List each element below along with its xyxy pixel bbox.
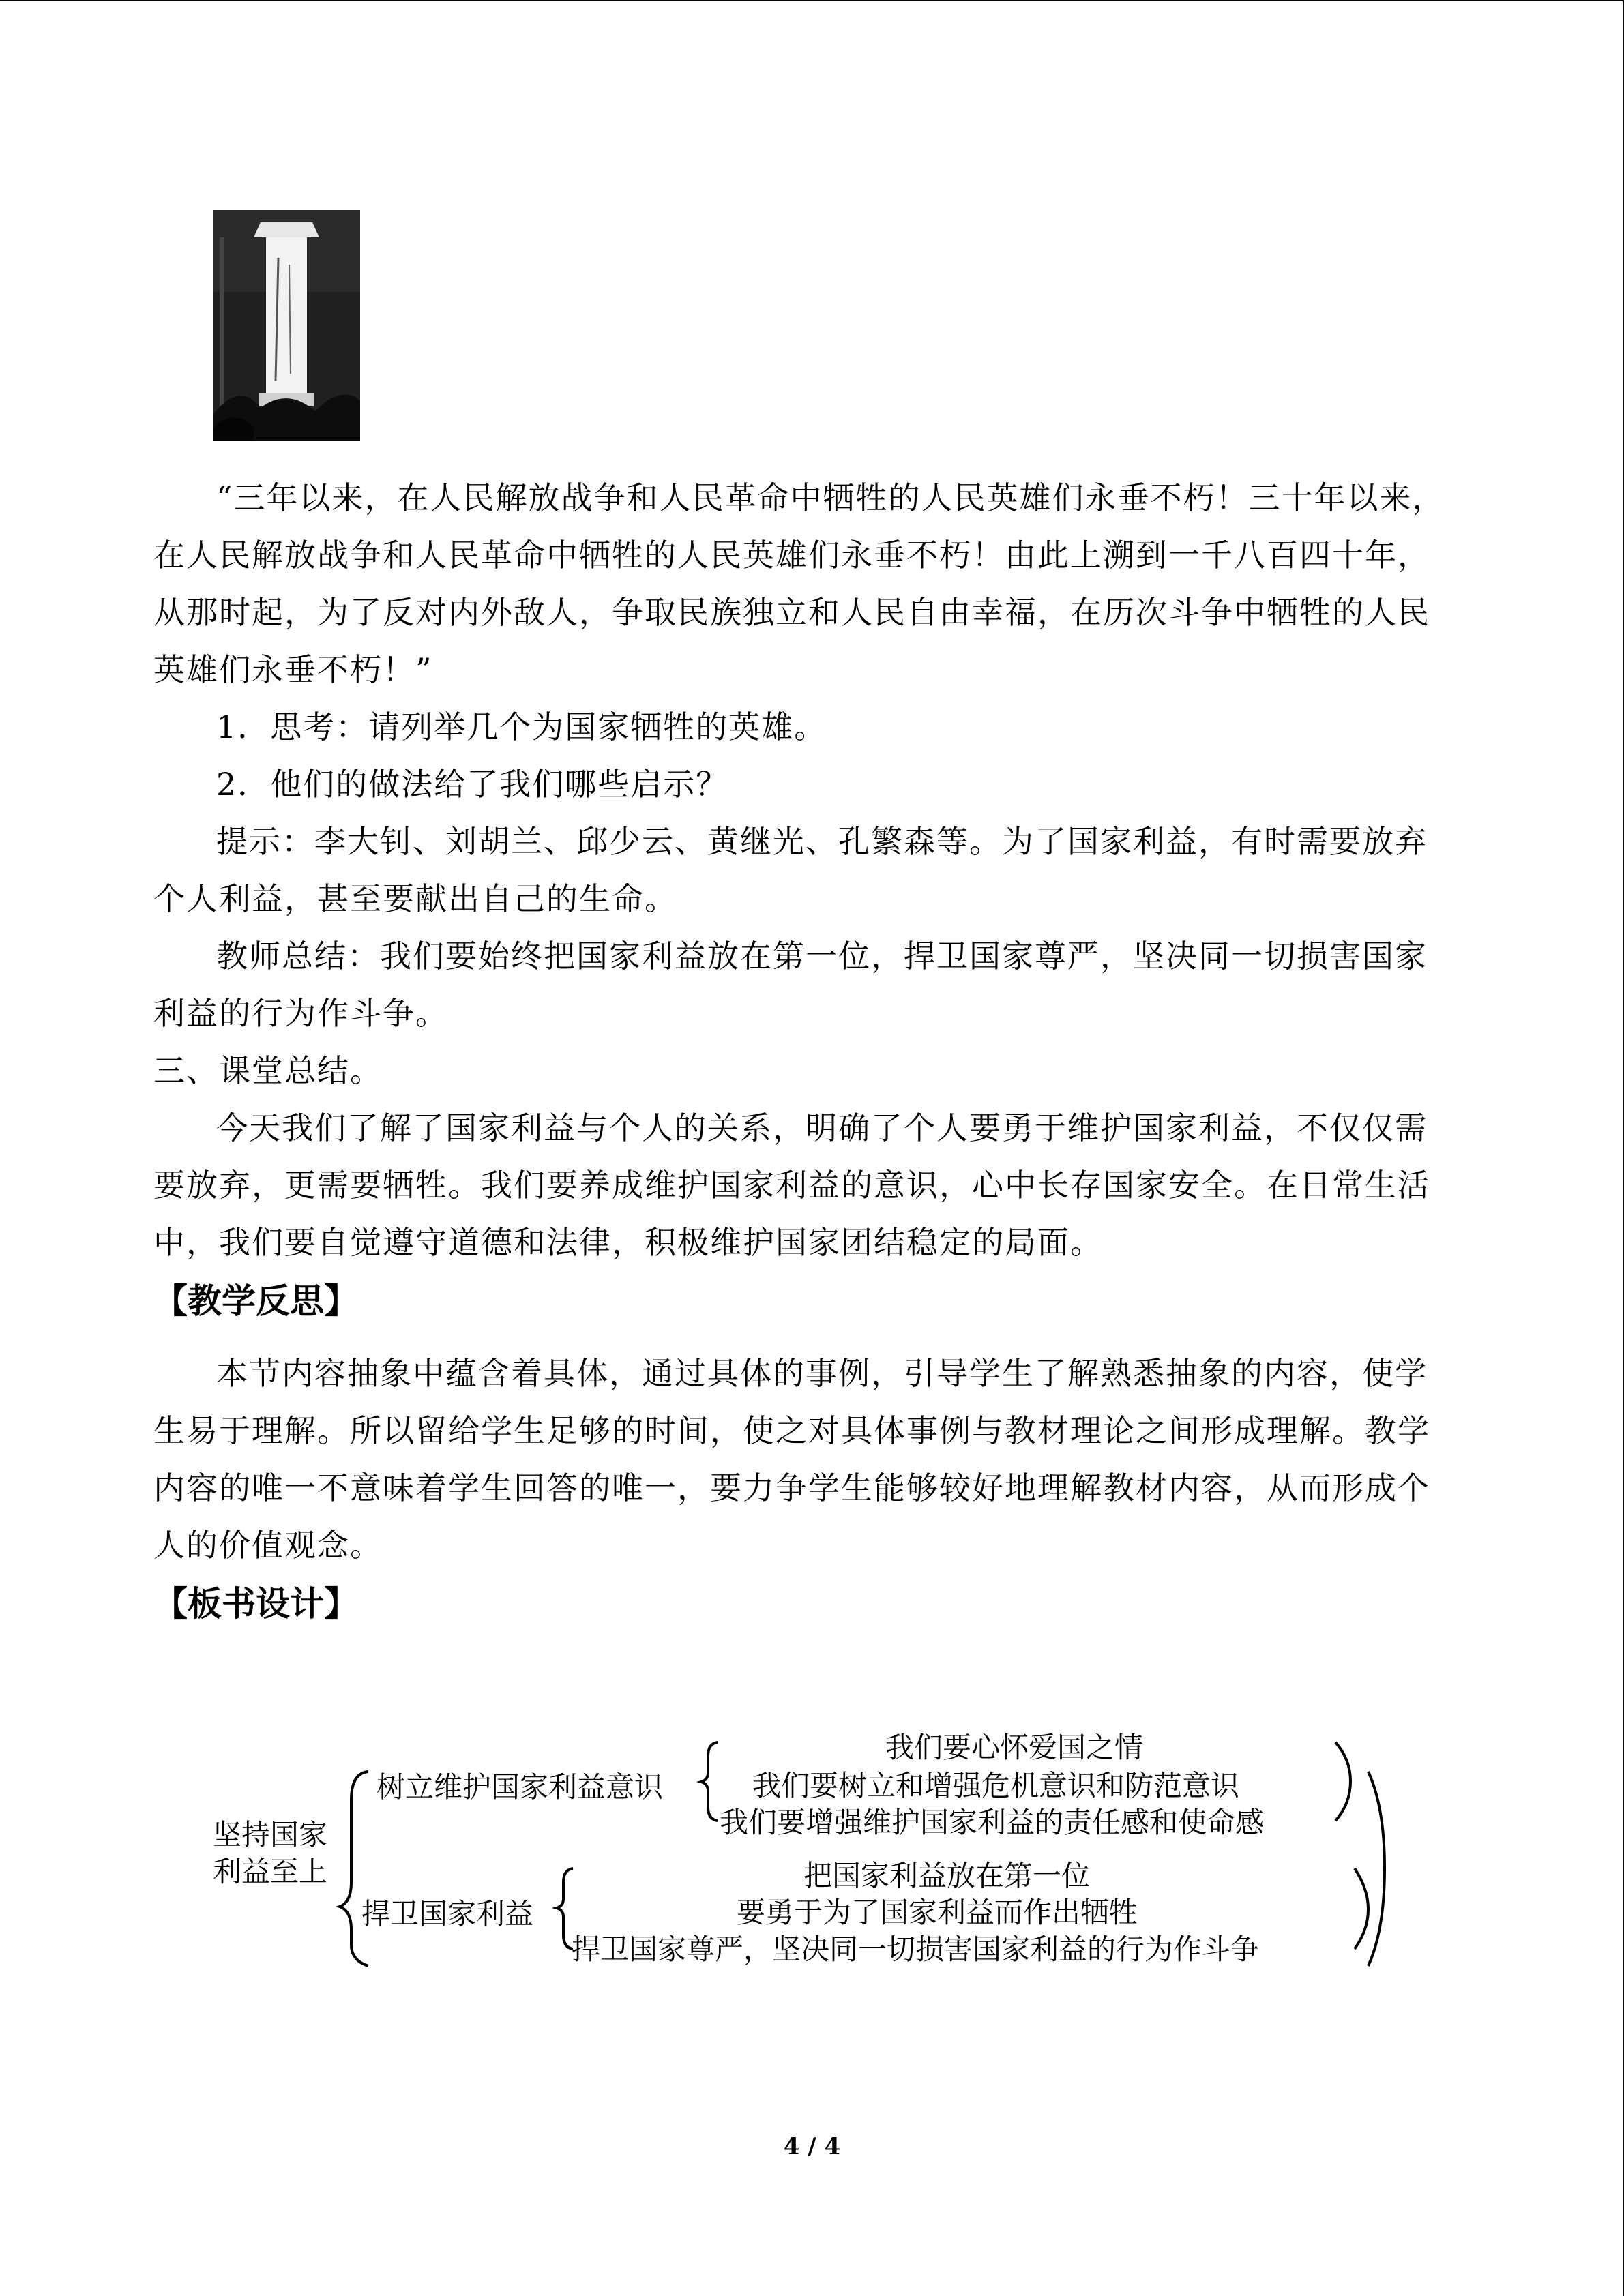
reflection-heading: 【教学反思】 <box>153 1281 358 1321</box>
class-summary: 今天我们了解了国家利益与个人的关系，明确了个人要勇于维护国家利益，不仅仅需要放弃，更需要牺牲。我们要养成维护国家利益的意识，心中长存国家安全。在日常生活中，我们要自觉遵守道德和法律，积极维护国家团结稳定的局面。 <box>153 1109 1430 1261</box>
board-branch-2: 捍卫国家利益 <box>361 1897 534 1930</box>
board-branch-1-item-1: 我们要心怀爱国之情 <box>885 1731 1144 1764</box>
reflection-paragraph: 本节内容抽象中蕴含着具体，通过具体的事例，引导学生了解熟悉抽象的内容，使学生易于理解。所以留给学生足够的时间，使之对具体事例与教材理论之间形成理解。教学内容的唯一不意味着学生回答的唯一，要力争学生能够较好地理解教材内容，从而形成个人的价值观念。 <box>153 1355 1430 1564</box>
board-branch-1-item-2: 我们要树立和增强危机意识和防范意识 <box>752 1769 1240 1802</box>
question-2: 2．他们的做法给了我们哪些启示？ <box>216 766 729 803</box>
board-branch-2-item-1: 把国家利益放在第一位 <box>803 1859 1091 1892</box>
page-number: 4 / 4 <box>783 2133 841 2160</box>
board-root-line1: 坚持国家 <box>213 1818 328 1851</box>
hint-paragraph: 提示：李大钊、刘胡兰、邱少云、黄继光、孔繁森等。为了国家利益，有时需要放弃个人利益，甚至要献出自己的生命。 <box>153 823 1428 917</box>
quote-paragraph: “三年以来，在人民解放战争和人民革命中牺牲的人民英雄们永垂不朽！三十年以来，在人民解放战争和人民革命中牺牲的人民英雄们永垂不朽！由此上溯到一千八百四十年，从那时起，为了反对内外敌人，争取民族独立和人民自由幸福，在历次斗争中牺牲的人民英雄们永垂不朽！” <box>153 479 1445 688</box>
section-3-title: 三、课堂总结。 <box>153 1052 383 1089</box>
board-branch-2-item-3: 捍卫国家尊严，坚决同一切损害国家利益的行为作斗争 <box>572 1933 1260 1966</box>
question-1: 1．思考：请列举几个为国家牺牲的英雄。 <box>216 709 827 745</box>
teacher-summary: 教师总结：我们要始终把国家利益放在第一位，捍卫国家尊严，坚决同一切损害国家利益的行为作斗争。 <box>153 938 1428 1032</box>
board-branch-1-item-3: 我们要增强维护国家利益的责任感和使命感 <box>720 1806 1265 1839</box>
board-branch-2-item-2: 要勇于为了国家利益而作出牺牲 <box>737 1896 1138 1929</box>
board-root-line2: 利益至上 <box>213 1855 328 1888</box>
board-branch-1: 树立维护国家利益意识 <box>377 1770 664 1804</box>
board-heading: 【板书设计】 <box>153 1584 358 1624</box>
